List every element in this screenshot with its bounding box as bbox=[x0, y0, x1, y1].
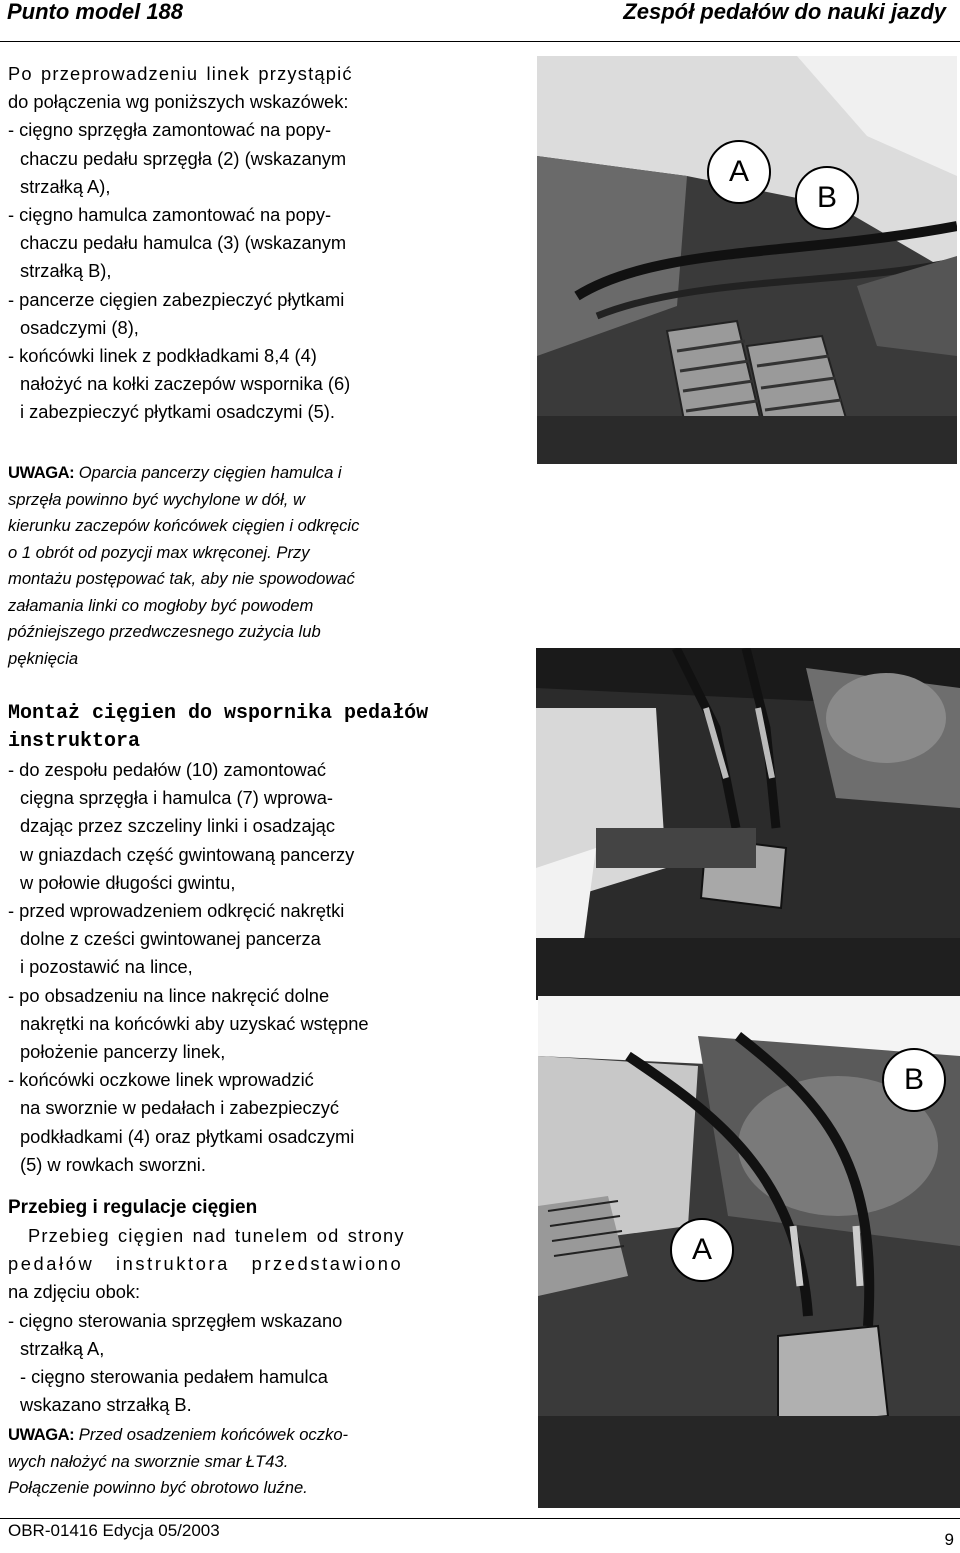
text-line: - przed wprowadzeniem odkręcić nakrętki bbox=[8, 900, 345, 922]
header-model: Punto model 188 bbox=[7, 0, 184, 24]
section-connection-steps bbox=[8, 60, 523, 427]
note-text: późniejszego przedwczesnego zużycia lub bbox=[8, 622, 321, 641]
note-text: montażu postępować tak, aby nie spowodować bbox=[8, 569, 355, 588]
text-line: pedałów instruktora przedstawiono bbox=[8, 1253, 404, 1275]
text-line: - cięgno hamulca zamontować na popy- bbox=[8, 204, 332, 226]
note-text: wych nałożyć na sworznie smar ŁT43. bbox=[8, 1451, 289, 1471]
header-rule bbox=[0, 41, 960, 42]
note-text: Oparcia pancerzy cięgien hamulca i bbox=[74, 463, 342, 482]
note-label: UWAGA: bbox=[8, 1425, 75, 1444]
text-line: strzałką A, bbox=[20, 1337, 105, 1359]
text-line: wskazano strzałką B. bbox=[20, 1394, 192, 1416]
section-heading: Przebieg i regulacje cięgien bbox=[8, 1197, 258, 1218]
text-line: Przebieg cięgien nad tunelem od strony bbox=[28, 1225, 405, 1246]
footer-document-id: OBR-01416 Edycja 05/2003 bbox=[8, 1521, 220, 1540]
text-line: dolne z cześci gwintowanej pancerza bbox=[20, 928, 321, 950]
text-line: w gniazdach część gwintowaną pancerzy bbox=[20, 843, 355, 865]
text-line: położenie pancerzy linek, bbox=[20, 1041, 226, 1063]
note-text: sprzęła powinno być wychylone w dół, w bbox=[8, 489, 305, 509]
photo-instructor-pedals bbox=[536, 648, 960, 1000]
text-line: osadczymi (8), bbox=[20, 316, 139, 338]
note-text: pęknięcia bbox=[8, 648, 79, 668]
text-line: Po przeprowadzeniu linek przystąpić bbox=[8, 63, 353, 84]
section-heading: Montaż cięgien do wspornika pedałów bbox=[8, 702, 429, 725]
callout-b: B bbox=[795, 166, 859, 230]
text-line: dzając przez szczeliny linki i osadzając bbox=[20, 815, 335, 837]
note-label: UWAGA: bbox=[8, 463, 75, 482]
note-grease bbox=[8, 1422, 523, 1502]
callout-a: A bbox=[670, 1218, 734, 1282]
note-text: kierunku zaczepów końcówek cięgien i odkręcic bbox=[8, 516, 360, 535]
note-text: Połączenie powinno być obrotowo luźne. bbox=[8, 1478, 308, 1497]
text-line: i zabezpieczyć płytkami osadczymi (5). bbox=[20, 401, 335, 423]
text-line: (5) w rowkach sworzni. bbox=[20, 1153, 206, 1175]
section-cable-routing bbox=[8, 1194, 523, 1419]
text-line: strzałką B), bbox=[20, 260, 112, 282]
text-line: strzałką A), bbox=[20, 175, 111, 197]
photo-cable-routing bbox=[538, 996, 960, 1508]
text-line: - końcówki linek z podkładkami 8,4 (4) bbox=[8, 345, 317, 367]
note-cable-housing bbox=[8, 460, 523, 672]
note-text: załamania linki co mogłoby być powodem bbox=[8, 595, 314, 615]
photo-pedal-cables bbox=[537, 56, 957, 464]
text-line: na zdjęciu obok: bbox=[8, 1281, 141, 1303]
header-section-title: Zespół pedałów do nauki jazdy bbox=[623, 0, 946, 24]
text-line: nakrętki na końcówki aby uzyskać wstępne bbox=[20, 1012, 369, 1034]
text-line: do połączenia wg poniższych wskazówek: bbox=[8, 91, 349, 113]
text-line: - po obsadzeniu na lince nakręcić dolne bbox=[8, 984, 330, 1006]
text-line: - końcówki oczkowe linek wprowadzić bbox=[8, 1069, 314, 1091]
text-line: cięgna sprzęgła i hamulca (7) wprowa- bbox=[20, 787, 333, 809]
note-text: Przed osadzeniem końcówek oczko- bbox=[74, 1425, 349, 1444]
note-text: o 1 obrót od pozycji max wkręconej. Przy bbox=[8, 542, 310, 562]
page-header bbox=[0, 0, 960, 44]
text-line: na sworznie w pedałach i zabezpieczyć bbox=[20, 1097, 340, 1119]
text-line: chaczu pedału hamulca (3) (wskazanym bbox=[20, 232, 347, 254]
text-line: - pancerze cięgien zabezpieczyć płytkami bbox=[8, 288, 345, 310]
text-line: i pozostawić na lince, bbox=[20, 956, 193, 978]
callout-a: A bbox=[707, 140, 771, 204]
text-line: - cięgno sterowania sprzęgłem wskazano bbox=[8, 1309, 343, 1331]
footer-rule bbox=[0, 1518, 960, 1519]
section-mounting-cables bbox=[8, 700, 523, 1179]
page-number: 9 bbox=[944, 1530, 954, 1549]
section-heading: instruktora bbox=[8, 730, 141, 753]
text-line: chaczu pedału sprzęgła (2) (wskazanym bbox=[20, 147, 347, 169]
text-line: w połowie długości gwintu, bbox=[20, 871, 236, 893]
text-line: nałożyć na kołki zaczepów wspornika (6) bbox=[20, 373, 351, 395]
text-line: - cięgno sterowania pedałem hamulca bbox=[20, 1366, 328, 1388]
callout-b: B bbox=[882, 1048, 946, 1112]
text-line: - cięgno sprzęgła zamontować na popy- bbox=[8, 119, 332, 141]
text-line: - do zespołu pedałów (10) zamontować bbox=[8, 759, 327, 780]
text-line: podkładkami (4) oraz płytkami osadczymi bbox=[20, 1125, 355, 1147]
